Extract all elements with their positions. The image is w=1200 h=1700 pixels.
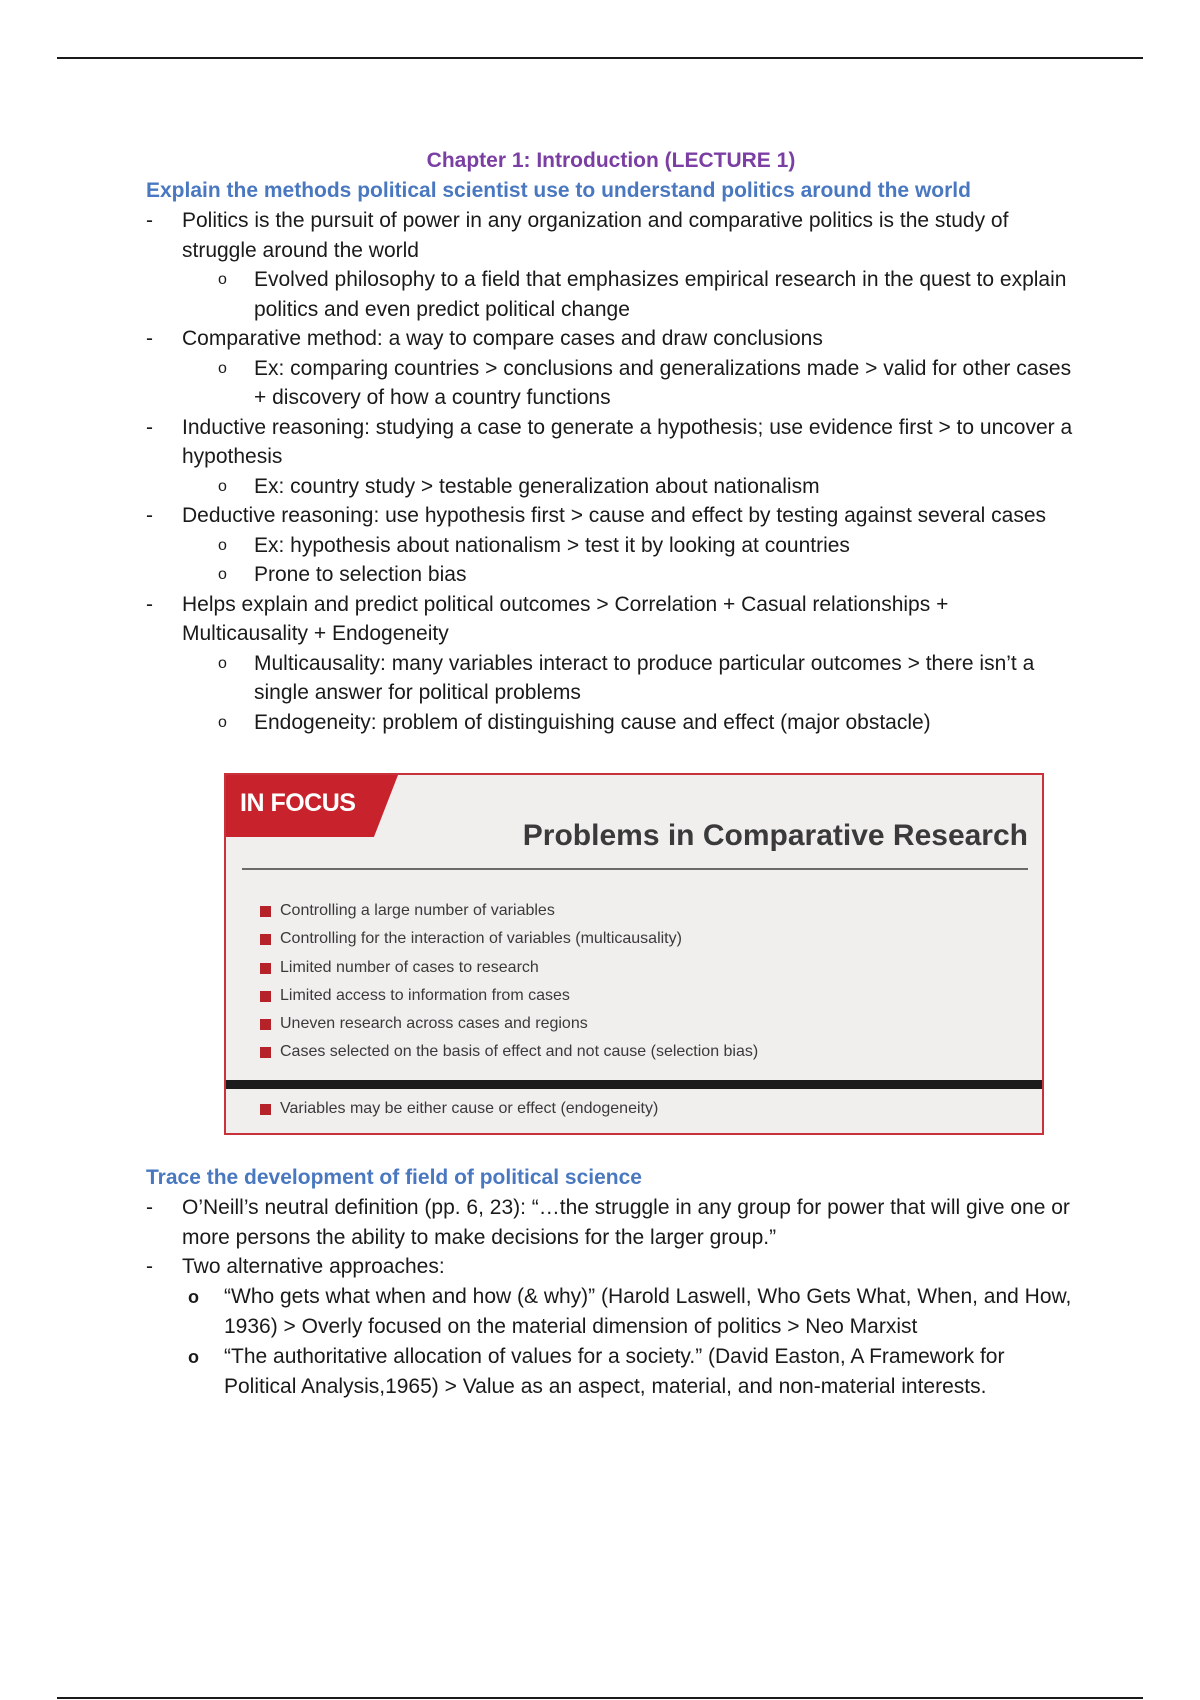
dash-bullet: - bbox=[146, 1255, 153, 1278]
circle-bullet-icon: o bbox=[218, 654, 227, 672]
header-rule bbox=[57, 57, 1143, 59]
in-focus-list bbox=[260, 897, 758, 1067]
bold-circle-bullet-icon: o bbox=[188, 1346, 199, 1367]
dash-bullet: - bbox=[146, 327, 153, 350]
sub-list-item: o “Who gets what when and how (& why)” (Harold Laswell, Who Gets What, When, and How, 1936) > Overly focused on the material dimension of politics > Neo Marxist bbox=[146, 1282, 1076, 1342]
circle-bullet-icon: o bbox=[218, 271, 227, 288]
in-focus-item: Controlling for the interaction of variables (multicausality) bbox=[260, 925, 758, 953]
document-body-section2 bbox=[146, 1163, 1076, 1402]
bold-circle-bullet-icon: o bbox=[188, 1286, 199, 1307]
in-focus-last-row bbox=[260, 1095, 658, 1123]
sub-list-item: o Ex: country study > testable generalization about nationalism bbox=[146, 472, 1076, 502]
list-item: - Inductive reasoning: studying a case to generate a hypothesis; use evidence first > to uncover a hypothesis bbox=[146, 413, 1076, 472]
document-body bbox=[146, 146, 1076, 737]
circle-bullet-icon: o bbox=[218, 566, 227, 583]
in-focus-item: Controlling a large number of variables bbox=[260, 897, 758, 925]
red-square-bullet-icon bbox=[260, 906, 271, 917]
red-square-bullet-icon bbox=[260, 1019, 271, 1030]
red-square-bullet-icon bbox=[260, 934, 271, 945]
list-item: - O’Neill’s neutral definition (pp. 6, 23): “…the struggle in any group for power that will give one or more persons the ability to make decisions for the larger group.” bbox=[146, 1193, 1076, 1252]
in-focus-item: Cases selected on the basis of effect and not cause (selection bias) bbox=[260, 1038, 758, 1066]
sub-list-item: o Prone to selection bias bbox=[146, 560, 1076, 590]
circle-bullet-icon: o bbox=[218, 359, 227, 377]
dash-bullet: - bbox=[146, 504, 153, 527]
list-item: - Politics is the pursuit of power in any organization and comparative politics is the study of struggle around the world bbox=[146, 206, 1076, 265]
circle-bullet-icon: o bbox=[218, 713, 227, 731]
sub-list-item: o “The authoritative allocation of values for a society.” (David Easton, A Framework for Political Analysis,1965) > Value as an aspect, material, and non-material interests. bbox=[146, 1342, 1076, 1402]
list-item: - Helps explain and predict political outcomes > Correlation + Casual relationships + Multicausality + Endogeneity bbox=[146, 590, 1076, 649]
in-focus-black-bar bbox=[226, 1080, 1042, 1089]
development-list bbox=[146, 1193, 1076, 1402]
methods-list bbox=[146, 206, 1076, 737]
in-focus-title: Problems in Comparative Research bbox=[522, 819, 1028, 852]
dash-bullet: - bbox=[146, 415, 153, 439]
in-focus-item: Uneven research across cases and regions bbox=[260, 1010, 758, 1038]
sub-list-item: o Ex: comparing countries > conclusions and generalizations made > valid for other cases + discovery of how a country functions bbox=[146, 354, 1076, 413]
in-focus-figure bbox=[224, 773, 1044, 1135]
dash-bullet: - bbox=[146, 1196, 153, 1219]
red-square-bullet-icon bbox=[260, 963, 271, 974]
circle-bullet-icon: o bbox=[218, 477, 227, 495]
chapter-title: Chapter 1: Introduction (LECTURE 1) bbox=[426, 149, 796, 172]
dash-bullet: - bbox=[146, 209, 153, 232]
dash-bullet: - bbox=[146, 592, 153, 616]
in-focus-item: Limited number of cases to research bbox=[260, 954, 758, 982]
red-square-bullet-icon bbox=[260, 991, 271, 1002]
in-focus-label: IN FOCUS bbox=[240, 789, 356, 817]
in-focus-item: Variables may be either cause or effect (endogeneity) bbox=[260, 1095, 658, 1123]
section-heading-methods: Explain the methods political scientist use to understand politics around the world bbox=[146, 179, 971, 202]
circle-bullet-icon: o bbox=[218, 536, 227, 554]
in-focus-item: Limited access to information from cases bbox=[260, 982, 758, 1010]
sub-list-item: o Evolved philosophy to a field that emphasizes empirical research in the quest to explain politics and even predict political change bbox=[146, 265, 1076, 324]
red-square-bullet-icon bbox=[260, 1104, 271, 1115]
red-square-bullet-icon bbox=[260, 1047, 271, 1058]
sub-list-item: o Endogeneity: problem of distinguishing cause and effect (major obstacle) bbox=[146, 708, 1076, 738]
footer-rule bbox=[57, 1697, 1143, 1699]
list-item: - Two alternative approaches: bbox=[146, 1252, 1076, 1282]
list-item: - Deductive reasoning: use hypothesis first > cause and effect by testing against several cases bbox=[146, 501, 1076, 531]
sub-list-item: o Ex: hypothesis about nationalism > test it by looking at countries bbox=[146, 531, 1076, 561]
in-focus-divider bbox=[242, 868, 1028, 870]
list-item: - Comparative method: a way to compare cases and draw conclusions bbox=[146, 324, 1076, 354]
sub-list-item: o Multicausality: many variables interact to produce particular outcomes > there isn’t a single answer for political problems bbox=[146, 649, 1076, 708]
section-heading-development: Trace the development of field of political science bbox=[146, 1166, 642, 1189]
